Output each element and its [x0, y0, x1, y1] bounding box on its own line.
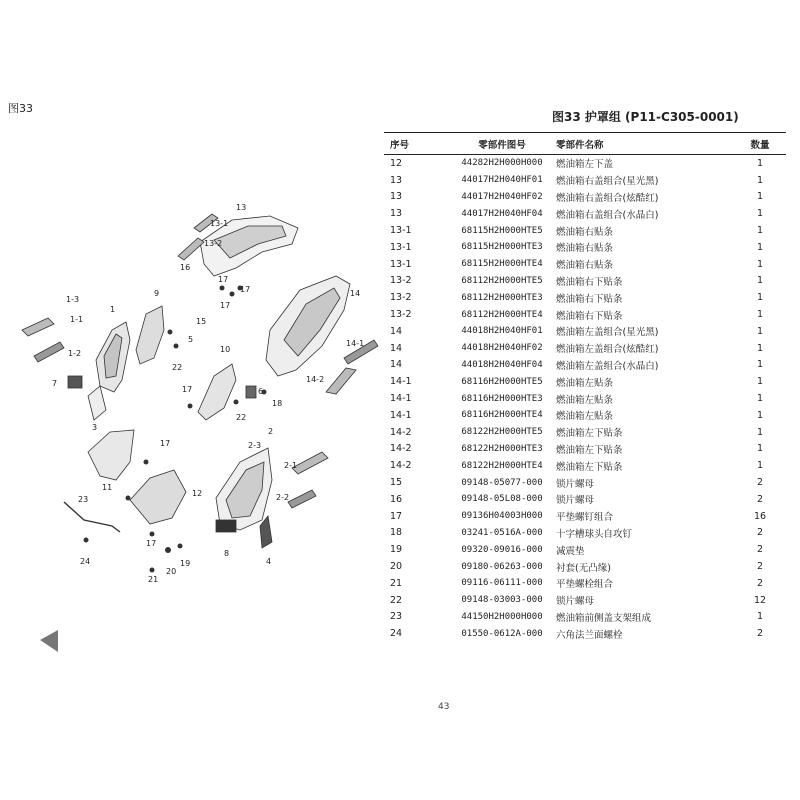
row-part-number: 09148-05077-000	[461, 477, 543, 488]
row-index: 19	[390, 544, 403, 556]
row-index: 14-1	[390, 409, 412, 421]
row-index: 13-2	[390, 309, 412, 321]
row-part-number: 68115H2H000HTE4	[461, 259, 543, 270]
table-row	[384, 340, 786, 357]
row-part-number: 68116H2H000HTE5	[461, 376, 543, 387]
row-index: 24	[390, 628, 403, 640]
row-quantity: 1	[756, 611, 764, 623]
row-quantity: 1	[756, 409, 764, 421]
row-part-number: 44018H2H040HF02	[461, 343, 543, 354]
row-part-name: 燃油箱右下贴条	[556, 310, 623, 322]
callout-label: 13-2	[204, 239, 223, 248]
row-index: 14	[390, 325, 403, 337]
part-2-2-shape	[288, 490, 316, 508]
row-index: 13	[390, 174, 403, 186]
row-quantity: 1	[756, 258, 764, 270]
callout-label: 1-3	[66, 295, 80, 304]
table-row	[384, 306, 786, 323]
row-part-number: 68122H2H000HTE5	[461, 427, 543, 438]
table-row	[384, 558, 786, 575]
row-part-name: 燃油箱左下贴条	[556, 428, 623, 440]
row-part-number: 09148-03003-000	[461, 595, 543, 606]
row-part-name: 燃油箱左盖组合(星光黑)	[556, 327, 659, 339]
table-row	[384, 491, 786, 508]
row-quantity: 16	[753, 510, 767, 522]
header-quantity: 数量	[734, 133, 786, 155]
row-quantity: 2	[756, 577, 764, 589]
callout-label: 14-2	[306, 375, 325, 384]
row-index: 22	[390, 594, 403, 606]
row-part-number: 68115H2H000HTE5	[461, 225, 543, 236]
part-10-shape	[198, 364, 236, 420]
row-quantity: 1	[756, 309, 764, 321]
row-quantity: 2	[756, 493, 764, 505]
row-part-name: 十字槽球头自攻钉	[556, 528, 633, 540]
row-part-name: 燃油箱左贴条	[556, 394, 614, 406]
row-part-name: 燃油箱右下贴条	[556, 293, 623, 305]
row-quantity: 1	[756, 275, 764, 287]
table-row	[384, 609, 786, 626]
row-index: 14-1	[390, 393, 412, 405]
row-index: 13	[390, 191, 403, 203]
part-13-2-shape	[178, 238, 204, 260]
callout-label: 17	[220, 301, 231, 310]
row-part-number: 44018H2H040HF01	[461, 326, 543, 337]
figure-label: 图33	[8, 102, 33, 115]
row-quantity: 1	[756, 426, 764, 438]
row-part-number: 68112H2H000HTE4	[461, 309, 543, 320]
row-quantity: 1	[756, 208, 764, 220]
row-quantity: 2	[756, 544, 764, 556]
table-row	[384, 407, 786, 424]
row-index: 20	[390, 561, 403, 573]
table-row	[384, 592, 786, 609]
row-part-name: 燃油箱右贴条	[556, 243, 614, 255]
table-row	[384, 273, 786, 290]
row-quantity: 1	[756, 191, 764, 203]
table-row	[384, 625, 786, 642]
table-row	[384, 575, 786, 592]
row-part-name: 燃油箱左下盖	[556, 159, 614, 171]
callout-label: 17	[146, 539, 157, 548]
row-part-name: 燃油箱右贴条	[556, 226, 614, 238]
row-part-number: 68115H2H000HTE3	[461, 242, 543, 253]
table-row	[384, 424, 786, 441]
row-part-name: 锁片螺母	[556, 495, 595, 507]
table-row	[384, 155, 786, 172]
callout-label: 3	[92, 423, 98, 432]
table-row	[384, 508, 786, 525]
row-part-name: 燃油箱左贴条	[556, 377, 614, 389]
front-arrow-icon	[40, 630, 58, 652]
row-index: 13-2	[390, 292, 412, 304]
row-part-name: 燃油箱左盖组合(炫酷红)	[556, 344, 659, 356]
row-quantity: 2	[756, 477, 764, 489]
row-quantity: 1	[756, 174, 764, 186]
row-index: 16	[390, 493, 403, 505]
callout-label: 24	[80, 557, 91, 566]
row-index: 14-2	[390, 443, 412, 455]
row-part-number: 44017H2H040HF01	[461, 175, 543, 186]
callout-label: 17	[218, 275, 229, 284]
row-index: 12	[390, 157, 403, 169]
row-part-number: 68116H2H000HTE3	[461, 393, 543, 404]
callout-label: 2-3	[248, 441, 262, 450]
page-title: 图33 护罩组 (P11-C305-0001)	[552, 110, 739, 124]
callout-label: 2-2	[276, 493, 290, 502]
parts-table	[384, 132, 786, 642]
row-part-number: 68112H2H000HTE5	[461, 275, 543, 286]
callout-label: 17	[160, 439, 171, 448]
callout-label: 1	[110, 305, 116, 314]
parts-table-body	[384, 155, 786, 643]
row-part-number: 68122H2H000HTE4	[461, 460, 543, 471]
row-quantity: 1	[756, 393, 764, 405]
row-part-name: 燃油箱右盖组合(炫酷红)	[556, 192, 659, 204]
row-part-number: 09136H04003H000	[461, 511, 543, 522]
table-row	[384, 541, 786, 558]
row-part-number: 44017H2H040HF02	[461, 191, 543, 202]
row-part-number: 01550-0612A-000	[461, 628, 543, 639]
row-part-name: 燃油箱左盖组合(水晶白)	[556, 360, 659, 372]
table-row	[384, 357, 786, 374]
callout-label: 17	[182, 385, 193, 394]
table-row	[384, 390, 786, 407]
row-part-name: 平垫螺栓组合	[556, 579, 614, 591]
row-part-number: 09320-09016-000	[461, 544, 543, 555]
row-part-number: 09148-05L08-000	[461, 494, 543, 505]
callout-label: 13-1	[210, 219, 229, 228]
row-part-number: 44018H2H040HF04	[461, 359, 543, 370]
part-1-1-shape	[22, 318, 54, 336]
row-part-name: 燃油箱左下贴条	[556, 461, 623, 473]
row-part-name: 燃油箱右盖组合(水晶白)	[556, 209, 659, 221]
callout-label: 22	[236, 413, 247, 422]
callout-label: 23	[78, 495, 89, 504]
part-12-shape	[130, 470, 186, 524]
row-index: 23	[390, 611, 403, 623]
row-quantity: 1	[756, 325, 764, 337]
exploded-parts-diagram	[0, 180, 384, 700]
row-part-name: 燃油箱前侧盖支架组成	[556, 612, 652, 624]
row-index: 15	[390, 477, 403, 489]
table-row	[384, 222, 786, 239]
table-row	[384, 289, 786, 306]
row-quantity: 2	[756, 527, 764, 539]
callout-label: 5	[188, 335, 194, 344]
table-row	[384, 172, 786, 189]
part-6-shape	[246, 386, 256, 398]
header-index: 序号	[384, 133, 448, 155]
row-index: 13-1	[390, 258, 412, 270]
callout-label: 4	[266, 557, 272, 566]
row-index: 14	[390, 342, 403, 354]
callout-label: 1-2	[68, 349, 82, 358]
row-quantity: 1	[756, 241, 764, 253]
part-1-2-shape	[34, 342, 64, 362]
table-row	[384, 525, 786, 542]
callout-label: 13	[236, 203, 247, 212]
part-4-shape	[260, 516, 272, 548]
table-header-row	[384, 133, 786, 155]
callout-label: 8	[224, 549, 230, 558]
part-14-2-shape	[326, 368, 356, 394]
callout-label: 19	[180, 559, 191, 568]
row-quantity: 2	[756, 561, 764, 573]
row-quantity: 1	[756, 460, 764, 472]
row-quantity: 1	[756, 376, 764, 388]
callout-label: 9	[154, 289, 160, 298]
header-part-name: 零部件名称	[556, 133, 734, 155]
row-quantity: 12	[753, 594, 767, 606]
row-quantity: 1	[756, 157, 764, 169]
row-part-name: 锁片螺母	[556, 596, 595, 608]
callout-label: 1-1	[70, 315, 84, 324]
part-9-shape	[136, 306, 164, 364]
row-quantity: 1	[756, 359, 764, 371]
part-3-shape	[88, 386, 106, 420]
callout-label: 14-1	[346, 339, 365, 348]
part-7-shape	[68, 376, 82, 388]
row-part-name: 燃油箱右贴条	[556, 260, 614, 272]
row-index: 14-2	[390, 426, 412, 438]
row-part-name: 燃油箱右下贴条	[556, 276, 623, 288]
table-row	[384, 256, 786, 273]
callout-label: 15	[196, 317, 207, 326]
row-part-name: 锁片螺母	[556, 478, 595, 490]
part-8-shape	[216, 520, 236, 532]
row-part-name: 燃油箱左下贴条	[556, 444, 623, 456]
row-part-number: 68116H2H000HTE4	[461, 410, 543, 421]
row-quantity: 1	[756, 443, 764, 455]
row-quantity: 1	[756, 292, 764, 304]
callout-label: 6	[258, 387, 264, 396]
row-quantity: 1	[756, 342, 764, 354]
callout-label: 18	[272, 399, 283, 408]
page-number: 43	[438, 702, 450, 712]
row-part-number: 09180-06263-000	[461, 561, 543, 572]
table-row	[384, 441, 786, 458]
row-part-name: 六角法兰面螺栓	[556, 629, 623, 641]
table-row	[384, 239, 786, 256]
row-quantity: 2	[756, 628, 764, 640]
callout-label: 21	[148, 575, 159, 584]
callout-label: 2	[268, 427, 274, 436]
part-23-shape	[64, 502, 120, 532]
callout-label: 12	[192, 489, 203, 498]
row-index: 13-1	[390, 225, 412, 237]
row-part-name: 平垫螺钉组合	[556, 512, 614, 524]
row-index: 13-1	[390, 241, 412, 253]
row-index: 14-1	[390, 376, 412, 388]
row-index: 14	[390, 359, 403, 371]
table-row	[384, 323, 786, 340]
table-row	[384, 373, 786, 390]
table-row	[384, 457, 786, 474]
row-part-number: 68112H2H000HTE3	[461, 292, 543, 303]
table-row	[384, 189, 786, 206]
table-row	[384, 205, 786, 222]
callout-label: 16	[180, 263, 191, 272]
callout-label: 17	[240, 285, 251, 294]
row-part-name: 燃油箱左贴条	[556, 411, 614, 423]
callout-label: 20	[166, 567, 177, 576]
row-part-name: 减震垫	[556, 545, 585, 557]
callout-label: 7	[52, 379, 58, 388]
header-part-number: 零部件图号	[448, 133, 556, 155]
table-row	[384, 474, 786, 491]
row-index: 14-2	[390, 460, 412, 472]
row-part-name: 燃油箱右盖组合(星光黑)	[556, 176, 659, 188]
row-index: 18	[390, 527, 403, 539]
row-part-number: 03241-0516A-000	[461, 527, 543, 538]
row-index: 17	[390, 510, 403, 522]
row-quantity: 1	[756, 225, 764, 237]
callout-label: 14	[350, 289, 361, 298]
row-part-number: 44150H2H000H000	[461, 611, 543, 622]
row-index: 13	[390, 208, 403, 220]
callout-label: 22	[172, 363, 183, 372]
callout-label: 11	[102, 483, 113, 492]
row-index: 13-2	[390, 275, 412, 287]
callout-label: 10	[220, 345, 231, 354]
part-11-shape	[88, 430, 134, 480]
row-part-name: 衬套(无凸缘)	[556, 562, 611, 574]
row-part-number: 44282H2H000H000	[461, 158, 543, 169]
row-part-number: 68122H2H000HTE3	[461, 443, 543, 454]
row-part-number: 44017H2H040HF04	[461, 208, 543, 219]
row-part-number: 09116-06111-000	[461, 578, 543, 589]
callout-label: 2-1	[284, 461, 298, 470]
part-2-1-shape	[292, 452, 328, 474]
row-index: 21	[390, 577, 403, 589]
